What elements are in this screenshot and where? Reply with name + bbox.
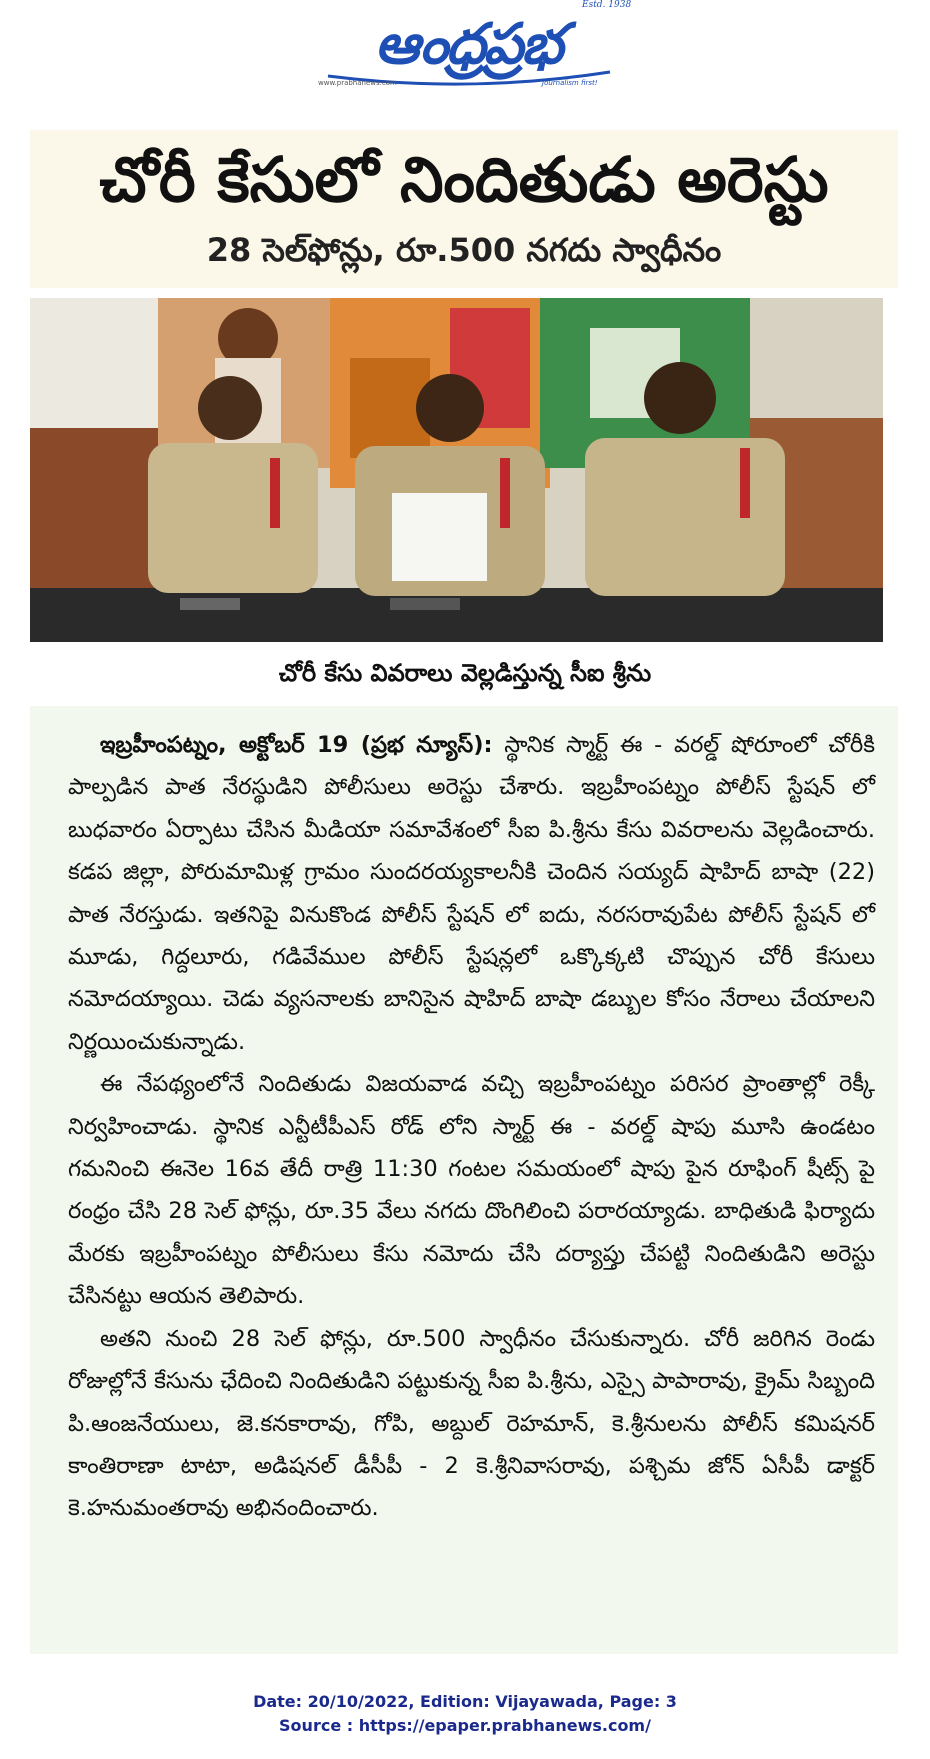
article-paragraph-2: ఈ నేపథ్యంలోనే నిందితుడు విజయవాడ వచ్చి ఇబ్రహీంపట్నం పరిసర ప్రాంతాల్లో రెక్కీ నిర్వహించాడు. స్థానిక ఎన్టీటీపీఎస్ రోడ్ లోని స్మార్ట్ ఈ - వరల్డ్ షాపు మూసి ఉండటం గమనించి ఈనెల 16వ తేదీ రాత్రి 11:30 గంటల సమయంలో షాపు పైన రూఫింగ్ షీట్స్ పై రంధ్రం చేసి 28 సెల్ ఫోన్లు, రూ.35 వేలు నగదు దొంగిలించి పరారయ్యాడు. బాధితుడి ఫిర్యాదు మేరకు ఇబ్రహీంపట్నం పోలీసులు కేసు నమోదు చేసి దర్యాప్తు చేపట్టి నిందితుడిని అరెస్టు చేసినట్టు ఆయన తెలిపారు. xyxy=(68,1071,875,1310)
headline-subtitle: 28 సెల్‌ఫోన్లు, రూ.500 నగదు స్వాధీనం xyxy=(206,231,722,269)
logo-estd: Estd. 1938 xyxy=(582,0,632,10)
logo-url: www.prabhanews.com xyxy=(318,79,397,87)
headline-title: చోరీ కేసులో నిందితుడు అరెస్టు xyxy=(99,143,829,216)
article-paragraph-1 xyxy=(68,724,875,1063)
article-paragraph-1-text: స్థానిక స్మార్ట్ ఈ - వరల్డ్ షోరూంలో చోరీకి పాల్పడిన పాత నేరస్థుడిని పోలీసులు అరెస్టు చేశారు. ఇబ్రహీంపట్నం పోలీస్ స్టేషన్ లో బుధవారం ఏర్పాటు చేసిన మీడియా సమావేశంలో సీఐ పి.శ్రీను కేసు వివరాలను వెల్లడించారు. కడప జిల్లా, పోరుమామిళ్ల గ్రామం సుందరయ్యకాలనీకి చెందిన సయ్యద్ షాహిద్ బాషా (22) పాత నేరస్తుడు. ఇతనిపై వినుకొండ పోలీస్ స్టేషన్ లో ఐదు, నరసరావుపేట పోలీస్ స్టేషన్ లో మూడు, గిద్దలూరు, గడివేముల పోలీస్ స్టేషన్లలో ఒక్కొక్కటి చొప్పున చోరీ కేసులు నమోదయ్యాయి. చెడు వ్యసనాలకు బానిసైన షాహిద్ బాషా డబ్బుల కోసం నేరాలు చేయాలని నిర్ణయించుకున్నాడు. xyxy=(68,732,876,1055)
footer-date-edition: Date: 20/10/2022, Edition: Vijayawada, Page: 3 xyxy=(253,1692,677,1711)
photo-caption: చోరీ కేసు వివరాలు వెల్లడిస్తున్న సీఐ శ్రీను xyxy=(278,659,652,687)
source-footer xyxy=(0,1690,930,1738)
logo-tagline: Journalism first! xyxy=(542,79,598,87)
news-photo xyxy=(30,298,883,642)
article-paragraph-3: అతని నుంచి 28 సెల్ ఫోన్లు, రూ.500 స్వాధీనం చేసుకున్నారు. చోరీ జరిగిన రెండు రోజుల్లోనే కేసును ఛేదించి నిందితుడిని పట్టుకున్న సీఐ పి.శ్రీను, ఎస్సై పాపారావు, క్రైమ్ సిబ్బంది పి.ఆంజనేయులు, జె.కనకారావు, గోపి, అబ్దుల్ రెహమాన్, కె.శ్రీనులను పోలీస్ కమిషనర్ కాంతిరాణా టాటా, అడిషనల్ డీసీపీ - 2 కె.శ్రీనివాసరావు, పశ్చిమ జోన్ ఏసీపీ డాక్టర్ కె.హనుమంతరావు అభినందించారు. xyxy=(68,1325,875,1522)
logo-wordmark: ఆంధ్రప్రభ xyxy=(374,12,562,77)
masthead xyxy=(0,0,930,118)
footer-source: Source : https://epaper.prabhanews.com/ xyxy=(279,1716,651,1735)
photo-illustration xyxy=(30,298,883,642)
headline-box xyxy=(30,130,898,288)
article-dateline: ఇబ్రహీంపట్నం, అక్టోబర్ 19 (ప్రభ న్యూస్): xyxy=(100,732,493,758)
article-body xyxy=(68,724,875,1530)
